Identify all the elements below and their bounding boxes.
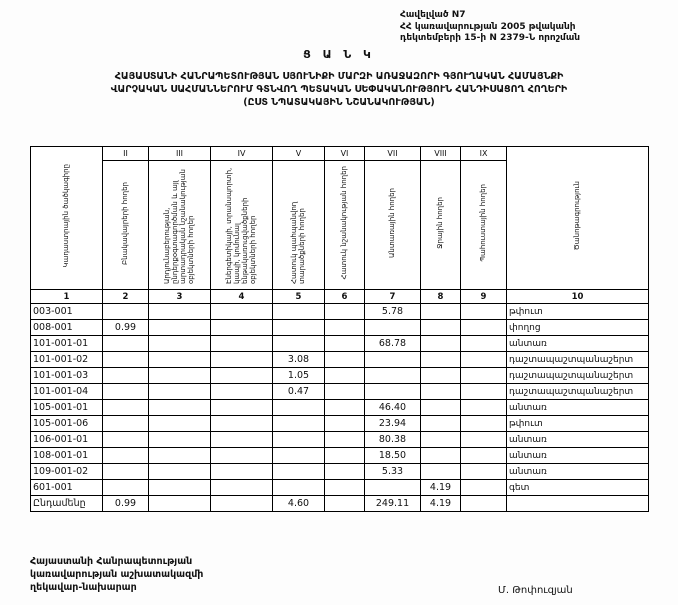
area-value-cell — [211, 320, 273, 336]
area-value-cell — [211, 448, 273, 464]
document-subtitle — [0, 71, 678, 109]
area-value-cell — [273, 432, 325, 448]
cadastral-code-cell: 105-001-06 — [31, 416, 103, 432]
land-use-cell: դաշտապաշտպանաշերտ — [507, 352, 649, 368]
area-value-cell — [149, 480, 211, 496]
rotated-header-label: Էներգետիկայի, տրանսպորտի, կապի, կոմունալ ենթակառուցվածքների օբյեկտների հողեր — [225, 167, 258, 284]
subtitle-line-3: (ԸՍՏ ՆՊԱՏԱԿԱՅԻՆ ՆՇԱՆԱԿՈՒԹՅԱՆ) — [243, 96, 435, 108]
area-value-cell — [103, 416, 149, 432]
area-value-cell — [325, 320, 365, 336]
footer-line-1: Հայաստանի Հանրապետության — [30, 556, 193, 567]
land-use-cell: անտառ — [507, 400, 649, 416]
area-value-cell — [211, 480, 273, 496]
area-value-cell — [325, 368, 365, 384]
col-roman-numeral: V — [273, 147, 325, 161]
land-use-cell: անտառ — [507, 336, 649, 352]
area-value-cell — [461, 336, 507, 352]
land-use-cell: անտառ — [507, 432, 649, 448]
area-value-cell — [103, 336, 149, 352]
area-value-cell — [421, 368, 461, 384]
cadastral-code-cell: 101-001-04 — [31, 384, 103, 400]
area-value-cell: 3.08 — [273, 352, 325, 368]
col-roman-numeral: IV — [211, 147, 273, 161]
area-value-cell — [103, 432, 149, 448]
col-roman-numeral: IX — [461, 147, 507, 161]
cadastral-code-cell: 109-001-02 — [31, 464, 103, 480]
area-value-cell — [461, 352, 507, 368]
rotated-header-label: Ջրային հողեր — [436, 197, 445, 249]
area-value-cell — [421, 384, 461, 400]
col-number: 5 — [273, 290, 325, 304]
appendix-number: Հավելված N7 — [400, 10, 466, 20]
area-value-cell: 5.33 — [365, 464, 421, 480]
appendix-note — [400, 10, 580, 45]
area-value-cell: 5.78 — [365, 304, 421, 320]
header-roman-row — [31, 147, 649, 161]
area-value-cell: 0.99 — [103, 320, 149, 336]
area-value-cell — [461, 304, 507, 320]
decree-number-line: դեկտեմբերի 15-ի N 2379-Ն որոշման — [400, 33, 581, 44]
area-value-cell — [103, 384, 149, 400]
table-row — [31, 432, 649, 448]
area-value-cell: 18.50 — [365, 448, 421, 464]
area-value-cell: 68.78 — [365, 336, 421, 352]
footer-line-3: ղեկավար-նախարար — [30, 581, 137, 593]
area-value-cell — [421, 400, 461, 416]
area-value-cell — [461, 448, 507, 464]
area-value-cell — [365, 368, 421, 384]
table-row — [31, 464, 649, 480]
col-number: 6 — [325, 290, 365, 304]
footer-line-2: կառավարության աշխատակազմի — [30, 568, 204, 580]
area-value-cell — [461, 416, 507, 432]
area-value-cell — [461, 496, 507, 512]
area-value-cell — [211, 464, 273, 480]
area-value-cell — [365, 352, 421, 368]
area-value-cell — [211, 432, 273, 448]
area-value-cell — [273, 464, 325, 480]
area-value-cell — [461, 464, 507, 480]
area-value-cell — [325, 464, 365, 480]
area-value-cell — [365, 320, 421, 336]
area-value-cell — [365, 480, 421, 496]
table-row — [31, 400, 649, 416]
area-value-cell — [325, 416, 365, 432]
col-header-VI — [325, 161, 365, 290]
area-value-cell: 4.60 — [273, 496, 325, 512]
area-value-cell — [149, 496, 211, 512]
area-value-cell — [325, 400, 365, 416]
rotated-header-label: Հատուկ նշանակության հողեր — [340, 166, 349, 280]
area-value-cell — [273, 400, 325, 416]
land-table — [30, 146, 649, 512]
cadastral-code-cell: 601-001 — [31, 480, 103, 496]
area-value-cell — [461, 480, 507, 496]
area-value-cell — [461, 432, 507, 448]
col-roman-numeral: VI — [325, 147, 365, 161]
cadastral-code-cell: 101-001-01 — [31, 336, 103, 352]
cadastral-code-cell: 101-001-02 — [31, 352, 103, 368]
col-header-VIII — [421, 161, 461, 290]
land-use-cell: դաշտապաշտպանաշերտ — [507, 384, 649, 400]
rotated-header-label: Բնակավայրերի հողեր — [121, 181, 130, 265]
area-value-cell: 23.94 — [365, 416, 421, 432]
footer-office-block — [30, 556, 203, 594]
area-value-cell — [211, 416, 273, 432]
area-value-cell — [103, 368, 149, 384]
table-row — [31, 304, 649, 320]
area-value-cell — [273, 480, 325, 496]
cadastral-code-cell: 105-001-01 — [31, 400, 103, 416]
area-value-cell — [149, 448, 211, 464]
col-header-V — [273, 161, 325, 290]
area-value-cell — [149, 464, 211, 480]
area-value-cell — [461, 368, 507, 384]
area-value-cell — [325, 432, 365, 448]
rotated-header-label: Անտառային հողեր — [388, 188, 397, 258]
land-use-cell: անտառ — [507, 448, 649, 464]
area-value-cell — [211, 496, 273, 512]
col-header-III — [149, 161, 211, 290]
land-use-cell — [507, 496, 649, 512]
area-value-cell — [149, 352, 211, 368]
area-value-cell — [421, 352, 461, 368]
area-value-cell — [325, 448, 365, 464]
area-value-cell — [211, 368, 273, 384]
area-value-cell — [149, 368, 211, 384]
area-value-cell — [149, 432, 211, 448]
area-value-cell: 249.11 — [365, 496, 421, 512]
col-number: 10 — [507, 290, 649, 304]
area-value-cell — [149, 304, 211, 320]
col-header-IX — [461, 161, 507, 290]
area-value-cell — [325, 496, 365, 512]
area-value-cell — [211, 384, 273, 400]
table-row — [31, 320, 649, 336]
area-value-cell — [421, 432, 461, 448]
area-value-cell — [325, 352, 365, 368]
col-header-note — [507, 147, 649, 290]
total-row — [31, 496, 649, 512]
area-value-cell — [149, 400, 211, 416]
signature-name: Մ. Թոփուզյան — [498, 585, 573, 596]
area-value-cell: 4.19 — [421, 496, 461, 512]
land-use-cell: փողոց — [507, 320, 649, 336]
area-value-cell — [273, 304, 325, 320]
area-value-cell — [149, 336, 211, 352]
col-roman-numeral: III — [149, 147, 211, 161]
area-value-cell — [211, 304, 273, 320]
cadastral-code-cell: 106-001-01 — [31, 432, 103, 448]
area-value-cell — [365, 384, 421, 400]
land-use-cell: անտառ — [507, 464, 649, 480]
table-row — [31, 480, 649, 496]
area-value-cell — [103, 400, 149, 416]
subtitle-line-1: ՀԱՅԱՍՏԱՆԻ ՀԱՆՐԱՊԵՏՈՒԹՅԱՆ ՍՅՈՒՆԻՔԻ ՄԱՐԶԻ ԱՌԱՋԱԶՈՐԻ ԳՅՈՒՂԱԿԱՆ ՀԱՄԱՅՆՔԻ — [114, 71, 564, 82]
area-value-cell — [421, 464, 461, 480]
rotated-header-label: Ծանոթագրություն — [573, 181, 582, 251]
col-number: 8 — [421, 290, 461, 304]
table-row — [31, 352, 649, 368]
col-number: 3 — [149, 290, 211, 304]
area-value-cell — [211, 352, 273, 368]
cadastral-code-cell: 108-001-01 — [31, 448, 103, 464]
area-value-cell — [421, 304, 461, 320]
area-value-cell — [461, 400, 507, 416]
area-value-cell — [149, 320, 211, 336]
area-value-cell — [461, 384, 507, 400]
col-header-VII — [365, 161, 421, 290]
area-value-cell — [103, 464, 149, 480]
area-value-cell: 80.38 — [365, 432, 421, 448]
area-value-cell: 1.05 — [273, 368, 325, 384]
col-number: 9 — [461, 290, 507, 304]
col-header-II — [103, 161, 149, 290]
col-header-IV — [211, 161, 273, 290]
table-row — [31, 336, 649, 352]
land-table-wrapper — [30, 146, 649, 512]
area-value-cell — [103, 352, 149, 368]
area-value-cell — [421, 416, 461, 432]
cadastral-code-cell: Ընդամենը — [31, 496, 103, 512]
area-value-cell — [149, 416, 211, 432]
cadastral-code-cell: 003-001 — [31, 304, 103, 320]
col-number: 7 — [365, 290, 421, 304]
area-value-cell — [325, 384, 365, 400]
col-number: 2 — [103, 290, 149, 304]
cadastral-code-cell: 008-001 — [31, 320, 103, 336]
col-roman-numeral: II — [103, 147, 149, 161]
area-value-cell — [149, 384, 211, 400]
land-use-cell: թփուտ — [507, 304, 649, 320]
area-value-cell — [103, 480, 149, 496]
land-use-cell: գետ — [507, 480, 649, 496]
area-value-cell — [273, 416, 325, 432]
area-value-cell — [211, 336, 273, 352]
area-value-cell: 0.47 — [273, 384, 325, 400]
area-value-cell — [211, 400, 273, 416]
land-use-cell: դաշտապաշտպանաշերտ — [507, 368, 649, 384]
table-row — [31, 416, 649, 432]
area-value-cell — [103, 304, 149, 320]
area-value-cell: 46.40 — [365, 400, 421, 416]
area-value-cell — [273, 336, 325, 352]
header-number-row — [31, 290, 649, 304]
cadastral-code-cell: 101-001-03 — [31, 368, 103, 384]
rotated-header-label: Կադաստրային ծածկագիրը — [62, 164, 71, 268]
table-row — [31, 368, 649, 384]
area-value-cell — [461, 320, 507, 336]
area-value-cell: 4.19 — [421, 480, 461, 496]
document-title: Ց Ա Ն Կ — [303, 48, 375, 61]
area-value-cell — [421, 336, 461, 352]
area-value-cell — [273, 320, 325, 336]
rotated-header-label: Պահուստային հողեր — [479, 184, 488, 262]
area-value-cell — [325, 304, 365, 320]
rotated-header-label: Հատուկ պահպանվող տարածքների հողեր — [290, 201, 307, 284]
decree-year-line: ՀՀ կառավարության 2005 թվականի — [400, 21, 576, 32]
table-row — [31, 384, 649, 400]
col-number: 1 — [31, 290, 103, 304]
area-value-cell — [421, 320, 461, 336]
area-value-cell — [103, 448, 149, 464]
area-value-cell — [325, 480, 365, 496]
area-value-cell — [421, 448, 461, 464]
subtitle-line-2: ՎԱՐՉԱԿԱՆ ՍԱՀՄԱՆՆԵՐՈՒՄ ԳՏՆՎՈՂ ՊԵՏԱԿԱՆ ՍԵՓԱԿԱՆՈՒԹՅՈՒՆ ՀԱՆԴԻՍԱՑՈՂ ՀՈՂԵՐԻ — [110, 83, 568, 95]
area-value-cell — [273, 448, 325, 464]
col-header-cadastral-code — [31, 147, 103, 290]
col-roman-numeral: VII — [365, 147, 421, 161]
area-value-cell: 0.99 — [103, 496, 149, 512]
col-number: 4 — [211, 290, 273, 304]
land-use-cell: թփուտ — [507, 416, 649, 432]
rotated-header-label: Արդյունաբերության, ընդերքօգտագործման և այլ արտադրական նշանակության օբյեկտների հողեր — [163, 169, 196, 284]
title-block — [0, 48, 678, 109]
col-roman-numeral: VIII — [421, 147, 461, 161]
area-value-cell — [325, 336, 365, 352]
table-row — [31, 448, 649, 464]
